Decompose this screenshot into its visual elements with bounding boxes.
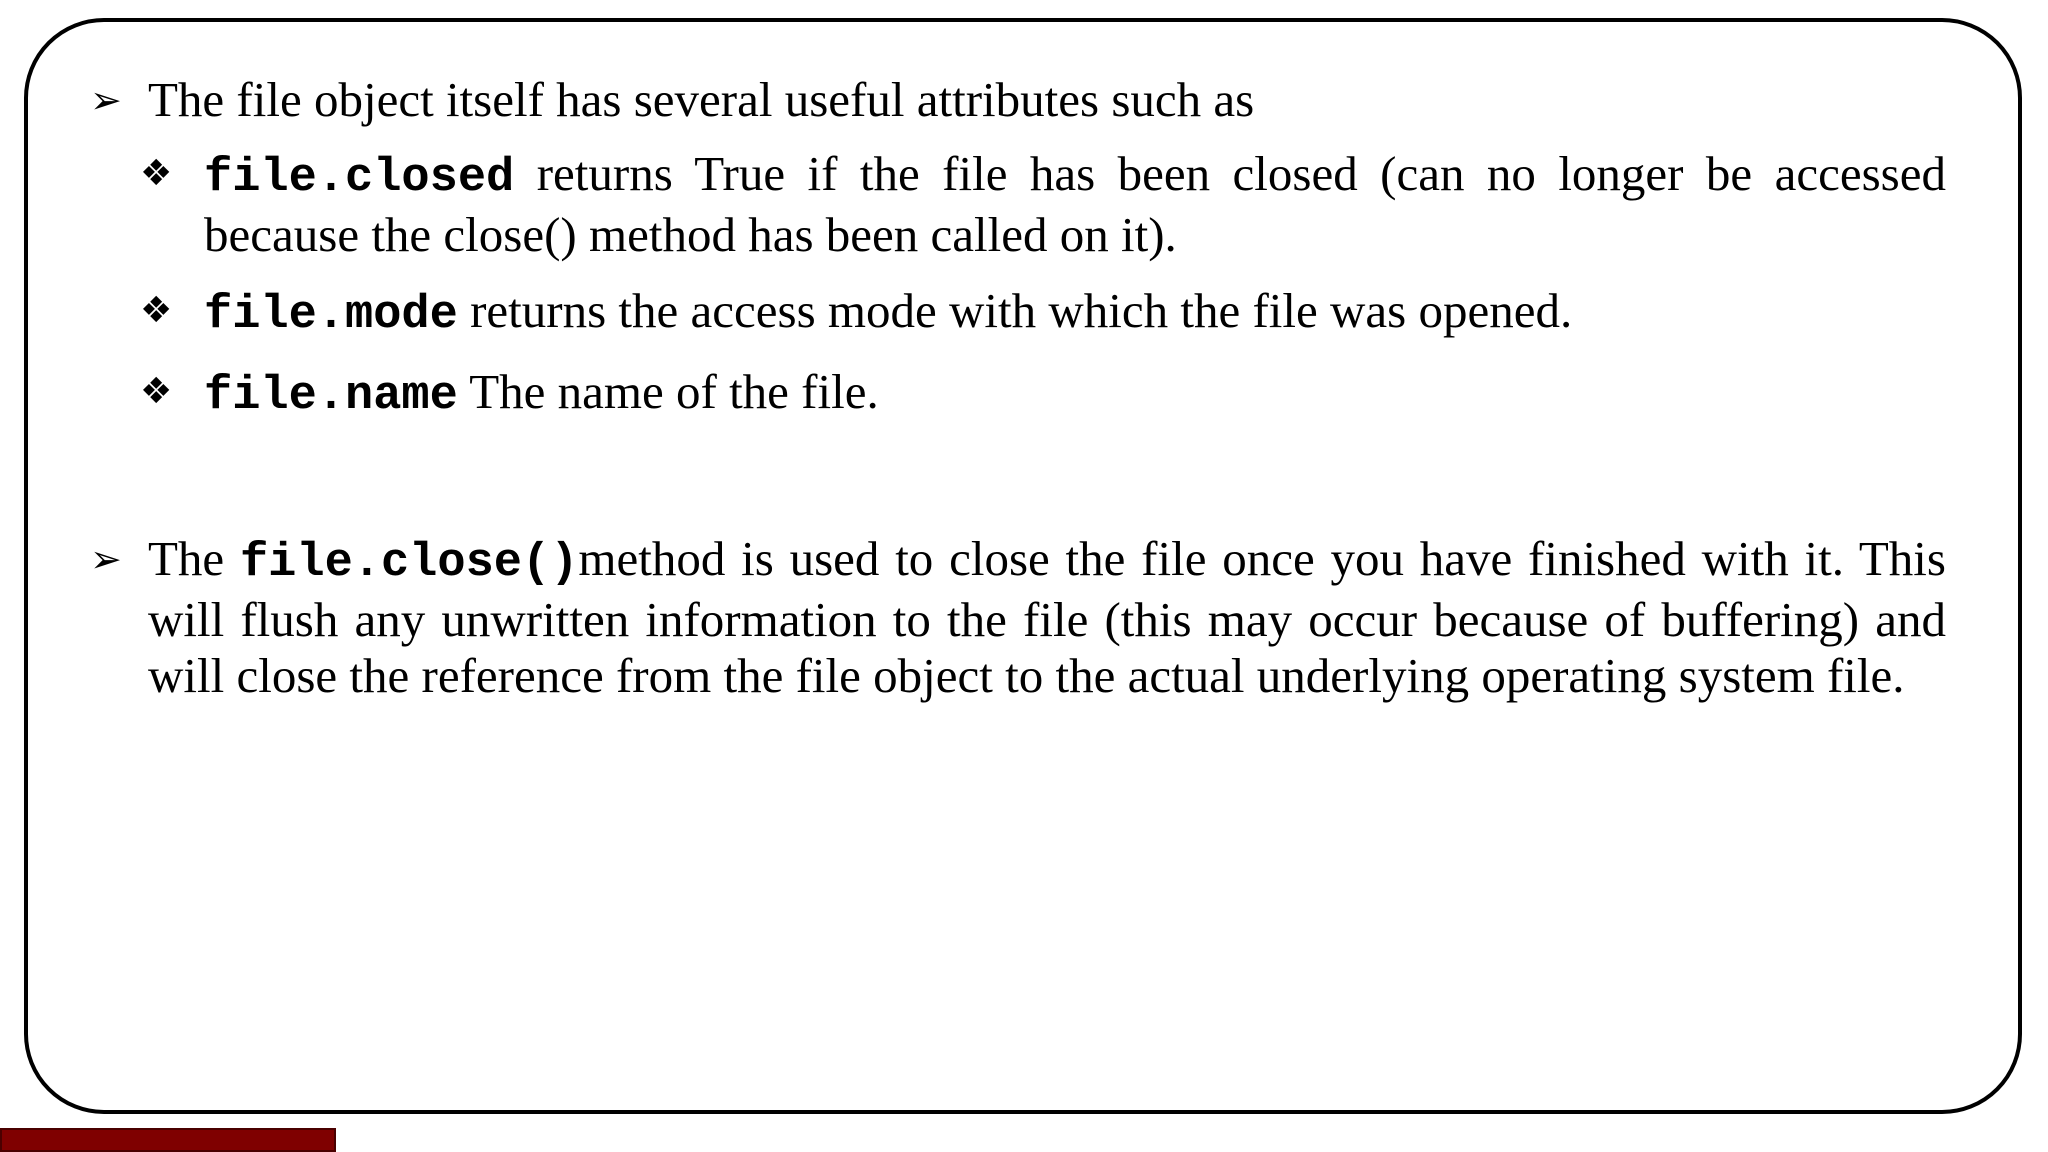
attribute-list: [84, 146, 1946, 425]
close-method-code: file.close(): [239, 537, 579, 590]
diamond-bullet-icon: ❖: [140, 153, 173, 194]
diamond-bullet-icon: ❖: [140, 371, 173, 412]
bullet-file-attributes: [84, 72, 1946, 128]
bullet-file-close: [84, 531, 1946, 704]
bullet-text: The file object itself has several useful attributes such as: [148, 72, 1255, 127]
attribute-item-closed: [140, 146, 1946, 263]
arrow-bullet-icon: ➢: [90, 78, 122, 122]
attribute-code: file.mode: [204, 289, 458, 342]
bullet-text-before: The: [148, 531, 240, 586]
bullet-text-after: method is used to close the file once you have finished with it. This will flush any unwritten information to the file (this may occur because of buffering) and will close the reference from the file object to the actual underlying operating system file.: [148, 531, 1946, 703]
attribute-item-mode: [140, 283, 1946, 344]
attribute-item-name: [140, 364, 1946, 425]
arrow-bullet-icon: ➢: [90, 537, 122, 581]
spacer: [84, 445, 1946, 531]
attribute-description: returns the access mode with which the file was opened.: [457, 283, 1573, 338]
attribute-code: file.closed: [204, 152, 515, 205]
attribute-description: returns True if the file has been closed (can no longer be accessed because the close() method has been called on it).: [204, 146, 1946, 262]
diamond-bullet-icon: ❖: [140, 290, 173, 331]
attribute-description: The name of the file.: [457, 364, 879, 419]
footer-accent-bar: [0, 1128, 336, 1152]
attribute-code: file.name: [204, 370, 458, 423]
slide-content: [84, 72, 1946, 704]
